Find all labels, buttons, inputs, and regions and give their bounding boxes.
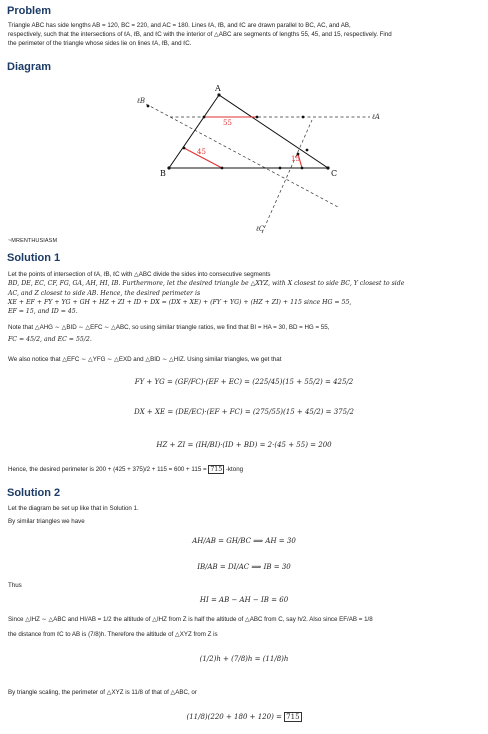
sol2-p3a: Since △IHZ ∼ △ABC and HI/AB = 1/2 the altitude of △IHZ from Z is half the altitude of △ABC from C, say h/2. Also since EF/AB = 1/8	[8, 616, 373, 623]
label-lC: ℓC	[256, 225, 265, 233]
sol2-thus: Thus	[8, 582, 22, 589]
sol2-eq1: AH/AB = GH/BC ⟹ AH = 30	[192, 537, 296, 545]
sol1-eq2: DX + XE = (DE/EC)·(EF + FC) = (275/55)(15 + 45/2) = 375/2	[134, 408, 354, 416]
sol2-eq4: (1/2)h + (7/8)h = (11/8)h	[199, 655, 289, 663]
sol2-final	[0, 713, 488, 722]
line-lC	[262, 120, 312, 233]
sol1-eq1: FY + YG = (GF/FC)·(EF + EC) = (225/45)(15 + 55/2) = 425/2	[134, 378, 354, 386]
sol1-p3: We also notice that △EFC ∼ △YFG ∼ △EXD and △BID ∼ △HIZ. Using similar triangles, we get that	[8, 356, 282, 363]
sol2-p1: Let the diagram be set up like that in Solution 1.	[8, 505, 139, 512]
sol2-p3b: the distance from ℓC to AB is (7/8)h. Therefore the altitude of △XYZ from Z is	[8, 631, 218, 638]
intersection-points	[147, 93, 330, 169]
sol2-eq3: HI = AB − AH − IB = 60	[199, 596, 289, 604]
sol1-p1b: BD, DE, EC, CF, FG, GA, AH, HI, IB. Furthermore, let the desired triangle be △XYZ, with X closest to side BC, Y closest to side	[8, 280, 405, 287]
sol2-p4: By triangle scaling, the perimeter of △XYZ is 11/8 of that of △ABC, or	[8, 689, 197, 696]
label-15: 15	[291, 155, 300, 163]
label-a: A	[215, 84, 221, 93]
sol1-conclusion	[8, 466, 478, 474]
triangle-abc	[169, 95, 328, 168]
sol1-p2b: FC = 45/2, and EC = 55/2.	[8, 336, 92, 343]
label-lA: ℓA	[372, 113, 380, 121]
problem-line-3: the perimeter of the triangle whose sides lie on lines ℓA, ℓB, and ℓC.	[8, 40, 192, 47]
triangle-diagram	[0, 80, 488, 238]
sol1-answer-box: 715	[210, 466, 223, 473]
sol2-eq2: IB/AB = DI/AC ⟹ IB = 30	[197, 563, 291, 571]
sol1-signature: -ktong	[225, 466, 244, 473]
sol2-p2: By similar triangles we have	[8, 518, 85, 525]
label-55: 55	[223, 119, 232, 127]
label-lB: ℓB	[137, 97, 146, 105]
heading-diagram: Diagram	[7, 61, 52, 73]
author-credit: ~MRENTHUSIASM	[8, 238, 58, 244]
heading-solution-1: Solution 1	[7, 252, 61, 264]
sol1-p1e: EF = 15, and ID = 45.	[8, 308, 78, 315]
label-45: 45	[197, 148, 206, 156]
sol2-eq5: (11/8)(220 + 180 + 120) =	[186, 713, 282, 721]
sol1-eq3: HZ + ZI = (IH/BI)·(ID + BD) = 2·(45 + 55) = 200	[156, 441, 332, 449]
problem-line-2: respectively, such that the intersections of ℓA, ℓB, and ℓC with the interior of △ABC are segments of lengths 55, 45, and 15, respectively. Find	[8, 31, 392, 38]
sol1-p2a: Note that △AHG ∼ △BID ∼ △EFC ∼ △ABC, so using similar triangle ratios, we find that BI = HA = 30, BD = HG = 55,	[8, 324, 330, 331]
heading-solution-2: Solution 2	[7, 487, 61, 499]
sol2-answer-box: 715	[286, 713, 300, 721]
sol1-p1d: XE + EF + FY + YG + GH + HZ + ZI + ID + DX = (DX + XE) + (FY + YG) + (HZ + ZI) + 115 since HG = 55,	[8, 299, 352, 306]
label-b: B	[160, 169, 166, 178]
problem-line-1: Triangle ABC has side lengths AB = 120, BC = 220, and AC = 180. Lines ℓA, ℓB, and ℓC are drawn parallel to BC, AC, and AB,	[8, 22, 351, 29]
sol1-p1c: AC, and Z closest to side AB. Hence, the desired perimeter is	[8, 290, 201, 297]
sol1-p1a: Let the points of intersection of ℓA, ℓB, ℓC with △ABC divide the sides into consecutive segments	[8, 271, 271, 278]
label-c: C	[331, 169, 338, 178]
heading-problem: Problem	[7, 5, 52, 17]
sol1-p4a: Hence, the desired perimeter is 200 + (425 + 375)/2 + 115 = 600 + 115 =	[8, 466, 207, 473]
